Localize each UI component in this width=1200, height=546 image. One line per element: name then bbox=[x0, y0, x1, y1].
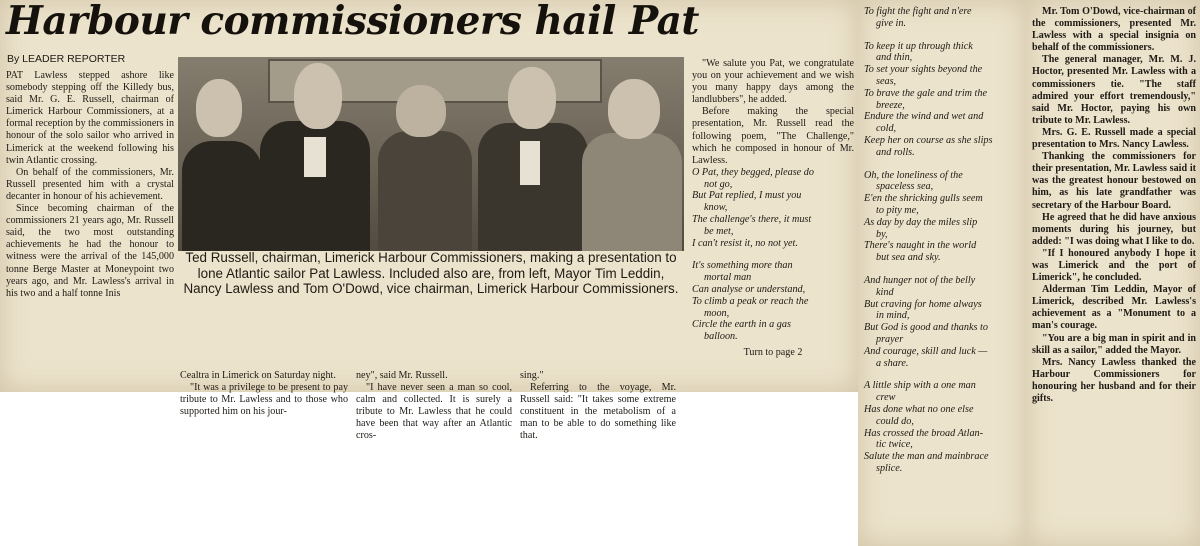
poem-line: give in. bbox=[876, 17, 906, 29]
paragraph: Referring to the voyage, Mr. Russell said: "It takes some extreme constituent in the metabolism of a man to be able to do something like that. bbox=[520, 382, 676, 442]
poem-line: balloon. bbox=[704, 331, 738, 343]
poem-line: To set your sights beyond the bbox=[864, 64, 983, 76]
poem-line: and rolls. bbox=[876, 146, 915, 158]
poem-line: Has done what no one else bbox=[864, 403, 974, 415]
poem-line: to pity me, bbox=[876, 204, 919, 216]
poem-line bbox=[692, 249, 854, 260]
poem-line: But craving for home always bbox=[864, 298, 982, 310]
poem-line: and thin, bbox=[876, 52, 913, 64]
poem-line: And courage, skill and luck — bbox=[864, 345, 988, 357]
poem-line: mortal man bbox=[704, 272, 752, 284]
poem-line bbox=[864, 30, 1022, 41]
photo-figure-body bbox=[582, 133, 682, 251]
paragraph: Alderman Tim Leddin, Mayor of Limerick, described Mr. Lawless's achievement as a "Monument to a man's courage. bbox=[1032, 284, 1196, 332]
poem-line bbox=[864, 264, 1022, 275]
poem-line: But God is good and thanks to bbox=[864, 322, 988, 334]
poem-line: breeze, bbox=[876, 99, 905, 111]
turn-to-page: Turn to page 2 bbox=[743, 347, 803, 358]
paragraph: "We salute you Pat, we congratulate you on your achievement and we wish you many happy days among the landlubbers", he added. bbox=[692, 58, 854, 106]
photo-figure-head bbox=[196, 79, 242, 137]
paragraph: Mrs. G. E. Russell made a special presentation to Mrs. Nancy Lawless. bbox=[1032, 126, 1196, 151]
poem-line: But Pat replied, I must you bbox=[692, 190, 802, 202]
paragraph: "You are a big man in spirit and in skill as a sailor," added the Mayor. bbox=[1032, 332, 1196, 356]
paragraph: Thanking the commissioners for their presentation, Mr. Lawless said it was the greatest honour bestowed on him, as his late grandfather was secretary of the Harbour Board. bbox=[1032, 151, 1196, 211]
poem-line: To brave the gale and trim the bbox=[864, 87, 987, 99]
poem-line: seas, bbox=[876, 75, 897, 87]
poem-line: splice. bbox=[876, 462, 903, 474]
poem-line: As day by day the miles slip bbox=[864, 216, 978, 228]
byline: By LEADER REPORTER bbox=[7, 53, 126, 65]
poem-line: To climb a peak or reach the bbox=[692, 295, 809, 307]
photo-figure-body bbox=[378, 131, 472, 251]
poem-line bbox=[864, 159, 1022, 170]
poem-line: a share. bbox=[876, 357, 909, 369]
article-column-5 bbox=[692, 58, 854, 359]
poem-line: Endure the wind and wet and bbox=[864, 111, 984, 123]
article-column-4 bbox=[520, 370, 676, 443]
poem-line: It's something more than bbox=[692, 260, 793, 272]
photo-caption: Ted Russell, chairman, Limerick Harbour Commissioners, making a presentation to lone Atlantic sailor Pat Lawless. Included also are, from left, Mayor Tim Leddin, Nancy Lawless and Tom O'Dowd, vice chairman, Limerick Harbour Commissioners. bbox=[183, 250, 679, 297]
poem-line: could do, bbox=[876, 415, 914, 427]
poem-line: Circle the earth in a gas bbox=[692, 319, 791, 331]
poem-line: in mind, bbox=[876, 310, 910, 322]
paragraph: Before making the special presentation, Mr. Russell read the following poem, "The Challenge," which he composed in honour of Mr. Lawless. bbox=[692, 106, 854, 166]
poem-line: There's naught in the world bbox=[864, 240, 977, 252]
article-column-6 bbox=[1032, 6, 1196, 405]
article-column-1 bbox=[6, 70, 174, 300]
paragraph: Cealtra in Limerick on Saturday night. bbox=[180, 370, 336, 381]
paragraph: ney", said Mr. Russell. bbox=[356, 370, 448, 381]
poem-line: The challenge's there, it must bbox=[692, 214, 812, 226]
photo-figure-head bbox=[608, 79, 660, 139]
poem-line: know, bbox=[704, 202, 728, 214]
paragraph: "If I honoured anybody I hope it was Limerick and the port of Limerick", he concluded. bbox=[1032, 247, 1196, 284]
poem-clipping bbox=[858, 0, 1026, 546]
news-photo bbox=[178, 57, 684, 251]
poem-line: And hunger not of the belly bbox=[864, 274, 976, 286]
article-column-2 bbox=[180, 370, 348, 418]
poem-line: Can analyse or understand, bbox=[692, 284, 806, 296]
poem-line: spaceless sea, bbox=[876, 181, 934, 193]
photo-figure-body bbox=[182, 141, 262, 251]
paragraph: sing." bbox=[520, 370, 544, 381]
headline: Harbour commissioners hail Pat bbox=[6, 0, 699, 44]
poem-line: tic twice, bbox=[876, 439, 913, 451]
paragraph: He agreed that he did have anxious moments during his journey, but added: "I was doing what I like to do. bbox=[1032, 211, 1196, 247]
paragraph: The general manager, Mr. M. J. Hoctor, presented Mr. Lawless with a commissioners tie. "The staff admired your effort tremendously," said Mr. Hoctor, paying his own tribute to Mr. Lawless. bbox=[1032, 54, 1196, 126]
poem-continuation bbox=[864, 6, 1022, 475]
poem-line: I can't resist it, no not yet. bbox=[692, 237, 798, 249]
paragraph: On behalf of the commissioners, Mr. Russell presented him with a crystal decanter in honour of his achievement. bbox=[6, 166, 174, 202]
photo-figure-head bbox=[508, 67, 556, 129]
photo-figure-head bbox=[396, 85, 446, 137]
poem-line: be met, bbox=[704, 225, 734, 237]
paragraph: Mrs. Nancy Lawless thanked the Harbour Commissioners for honouring her husband and for their gifts. bbox=[1032, 356, 1196, 404]
poem-line: To fight the fight and n'ere bbox=[864, 6, 972, 17]
paragraph: PAT Lawless stepped ashore like somebody stepping off the Killedy bus, said Mr. G. E. Russell, chairman of Limerick Harbour Commissioners, at a formal reception by the commissioners in honour of the solo sailor who arrived in Limerick at the weekend following his twin Atlantic crossing. bbox=[6, 70, 174, 166]
poem-line: crew bbox=[876, 392, 896, 404]
poem-line: kind bbox=[876, 286, 894, 298]
poem-line: Has crossed the broad Atlan- bbox=[864, 427, 984, 439]
paragraph: Mr. Tom O'Dowd, vice-chairman of the commissioners, presented Mr. Lawless with a special insignia on behalf of the commissioners. bbox=[1032, 6, 1196, 54]
photo-figure-shirt bbox=[304, 137, 326, 177]
poem-line: not go, bbox=[704, 178, 733, 190]
poem-line: by, bbox=[876, 228, 888, 240]
poem-line: Keep her on course as she slips bbox=[864, 134, 993, 146]
poem-line: E'en the shricking gulls seem bbox=[864, 193, 983, 205]
poem-line: A little ship with a one man bbox=[864, 380, 976, 392]
poem-line: O Pat, they begged, please do bbox=[692, 166, 814, 178]
poem-line: Salute the man and mainbrace bbox=[864, 451, 989, 463]
paragraph: Since becoming chairman of the commissioners 21 years ago, Mr. Russell said, the two most outstanding achievements he had the honour to witness were the arrival of the 145,000 tonne Berge Master at Moneypoint two years ago, and Mr. Lawless's arrival in his two and a half tonne Inis bbox=[6, 203, 174, 299]
poem-line: moon, bbox=[704, 307, 730, 319]
poem-line: Oh, the loneliness of the bbox=[864, 169, 963, 181]
article-column-3 bbox=[356, 370, 512, 443]
poem-excerpt bbox=[692, 167, 854, 343]
continuation-clipping bbox=[1026, 0, 1200, 546]
poem-line: but sea and sky. bbox=[876, 252, 941, 264]
paragraph: "I have never seen a man so cool, calm and collected. It is surely a tribute to Mr. Lawless that he could have been that way after an Atlantic cros- bbox=[356, 382, 512, 442]
paragraph: "It was a privilege to be present to pay tribute to Mr. Lawless and to those who supported him on his jour- bbox=[180, 382, 348, 418]
poem-line: To keep it up through thick bbox=[864, 40, 973, 52]
poem-line: cold, bbox=[876, 123, 897, 135]
poem-line bbox=[864, 369, 1022, 380]
photo-figure-head bbox=[294, 63, 342, 129]
photo-figure-shirt bbox=[520, 141, 540, 185]
poem-line: prayer bbox=[876, 333, 904, 345]
